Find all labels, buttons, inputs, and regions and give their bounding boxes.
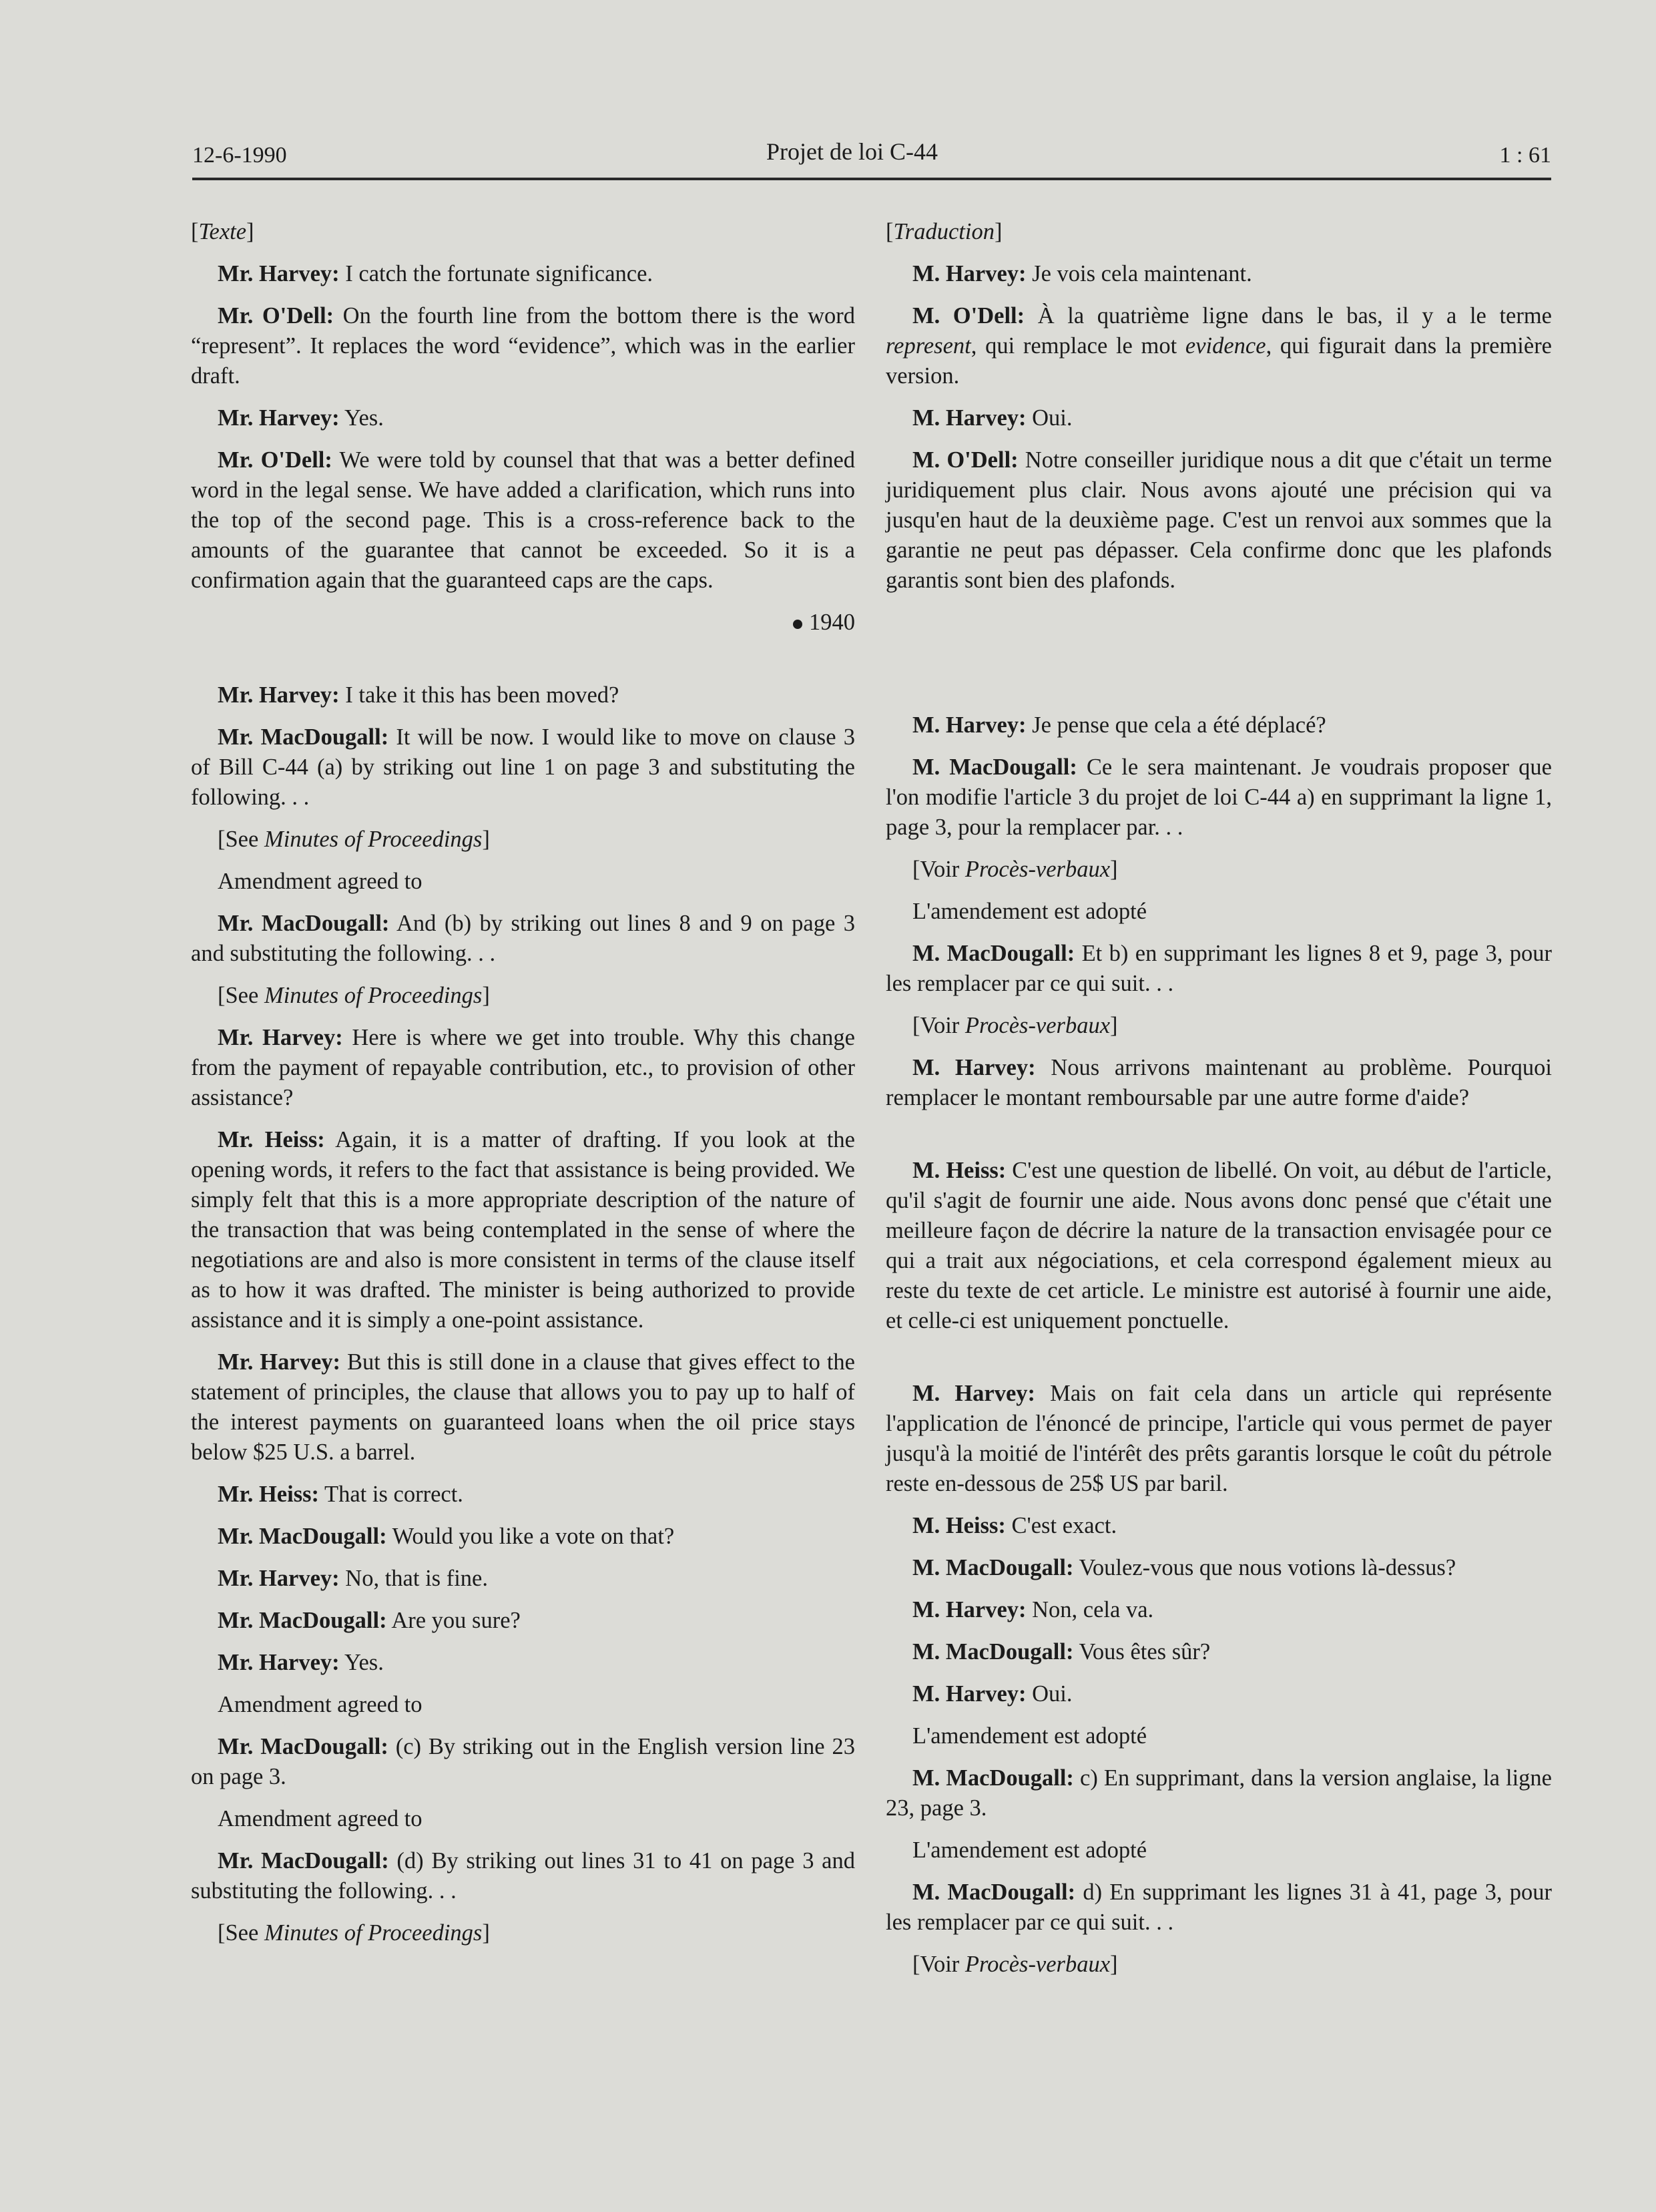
paragraph: M. Harvey: Oui.: [912, 405, 1073, 431]
paragraph: Mr. Harvey: Here is where we get into trouble. Why this change from the payment of repayable contribution, etc., to provision of other assistance?: [191, 1025, 855, 1110]
paragraph: M. Harvey: Nous arrivons maintenant au problème. Pourquoi remplacer le montant remboursable par une autre forme d'aide?: [886, 1055, 1553, 1110]
speaker: M. MacDougall:: [912, 1639, 1074, 1665]
speaker: M. Harvey:: [912, 1597, 1027, 1622]
amendment-status: L'amendement est adopté: [912, 1837, 1147, 1863]
section-label: [Traduction]: [886, 219, 1003, 244]
paragraph: M. O'Dell: À la quatrième ligne dans le bas, il y a le terme represent, qui remplace le mot evidence, qui figurait dans la première version.: [886, 303, 1552, 389]
speaker: Mr. Harvey:: [218, 1349, 341, 1375]
amendment-status: Amendment agreed to: [218, 1692, 423, 1717]
paragraph: Mr. MacDougall: Are you sure?: [218, 1608, 521, 1633]
paragraph: Mr. Harvey: Yes.: [218, 1650, 384, 1675]
paragraph: Mr. MacDougall: Would you like a vote on that?: [218, 1524, 675, 1549]
minutes-reference: [See Minutes of Proceedings]: [218, 827, 490, 852]
header-date: 12-6-1990: [192, 143, 287, 168]
paragraph: M. Harvey: Je vois cela maintenant.: [912, 261, 1252, 286]
speaker: Mr. MacDougall:: [218, 1734, 388, 1759]
speaker: M. Harvey:: [912, 712, 1027, 738]
paragraph: M. Harvey: Non, cela va.: [912, 1597, 1154, 1622]
paragraph: M. Heiss: C'est une question de libellé. On voit, au début de l'article, qu'il s'agit de fournir une aide. Nous avons donc pensé que c'était une meilleure façon de décrire la nature de la transaction envisagée pour ce qui a trait aux négociations, et cela correspond également mieux au reste du texte de cet article. Le ministre est autorisé à fournir une aide, et celle-ci est uniquement ponctuelle.: [886, 1158, 1552, 1333]
speaker: M. Harvey:: [912, 261, 1027, 286]
minutes-reference: [Voir Procès-verbaux]: [912, 1013, 1118, 1038]
speaker: Mr. Harvey:: [218, 682, 340, 708]
french-column: [886, 217, 1552, 1980]
speaker: Mr. MacDougall:: [218, 911, 390, 936]
section-label: [Texte]: [191, 219, 254, 244]
running-header: [192, 138, 1551, 180]
paragraph: Mr. Heiss: Again, it is a matter of drafting. If you look at the opening words, it refers to the fact that assistance is being provided. We simply felt that this is a more appropriate description of the nature of the transaction that was being contemplated in the sense of where the negotiations are and also is more consistent in terms of the clause itself as to how it was drafted. The minister is being authorized to provide assistance and it is simply a one-point assistance.: [191, 1127, 855, 1333]
paragraph: Mr. Harvey: No, that is fine.: [218, 1566, 488, 1591]
paragraph: Mr. Harvey: I catch the fortunate significance.: [218, 261, 653, 286]
paragraph: M. MacDougall: Voulez-vous que nous votions là-dessus?: [912, 1555, 1456, 1580]
paragraph: M. MacDougall: c) En supprimant, dans la version anglaise, la ligne 23, page 3.: [886, 1765, 1552, 1821]
speaker: Mr. MacDougall:: [218, 724, 389, 750]
english-column: [191, 217, 855, 1948]
speaker: M. Heiss:: [912, 1158, 1007, 1183]
minutes-reference: [See Minutes of Proceedings]: [218, 1920, 490, 1946]
paragraph: Mr. Harvey: Yes.: [218, 405, 384, 431]
paragraph: Mr. O'Dell: On the fourth line from the bottom there is the word “represent”. It replaces the word “evidence”, which was in the earlier draft.: [191, 303, 856, 389]
speaker: M. Harvey:: [912, 1055, 1036, 1080]
speaker: Mr. O'Dell:: [218, 303, 334, 328]
paragraph: M. O'Dell: Notre conseiller juridique nous a dit que c'était un terme juridiquement plus clair. Nous avons ajouté une précision qui va jusqu'en haut de la deuxième page. C'est un renvoi aux sommes que la garantie ne peut pas dépasser. Cela confirme donc que les plafonds garantis sont bien des plafonds.: [886, 447, 1553, 593]
paragraph: Mr. MacDougall: (d) By striking out lines 31 to 41 on page 3 and substituting the following. . .: [191, 1848, 855, 1904]
speaker: Mr. MacDougall:: [218, 1608, 387, 1633]
speaker: Mr. MacDougall:: [218, 1524, 387, 1549]
minutes-reference: [Voir Procès-verbaux]: [912, 1952, 1118, 1977]
amendment-status: Amendment agreed to: [218, 1806, 423, 1831]
amendment-status: Amendment agreed to: [218, 869, 423, 894]
paragraph: M. Harvey: Oui.: [912, 1681, 1073, 1707]
speaker: Mr. O'Dell:: [218, 447, 332, 473]
minutes-reference: [See Minutes of Proceedings]: [218, 983, 490, 1008]
speaker: M. MacDougall:: [912, 941, 1075, 966]
header-page-number: 1 : 61: [1499, 143, 1551, 168]
amendment-status: L'amendement est adopté: [912, 1723, 1147, 1749]
speaker: Mr. Heiss:: [218, 1482, 320, 1507]
speaker: Mr. Harvey:: [218, 405, 340, 431]
speaker: M. Harvey:: [912, 405, 1027, 431]
paragraph: Mr. MacDougall: It will be now. I would like to move on clause 3 of Bill C-44 (a) by striking out line 1 on page 3 and substituting the following. . .: [191, 724, 855, 810]
header-title: Projet de loi C-44: [766, 138, 938, 165]
speaker: Mr. Harvey:: [218, 1025, 343, 1050]
speaker: M. MacDougall:: [912, 1879, 1076, 1905]
speaker: Mr. Heiss:: [218, 1127, 325, 1152]
paragraph: M. Harvey: Mais on fait cela dans un article qui représente l'application de l'énoncé de principe, l'article qui vous permet de payer jusqu'à la moitié de l'intérêt des prêts garantis lorsque le coût du pétrole reste en-dessous de 25$ US par baril.: [886, 1381, 1552, 1496]
speaker: M. O'Dell:: [912, 447, 1019, 473]
paragraph: Mr. MacDougall: And (b) by striking out lines 8 and 9 on page 3 and substituting the following. . .: [191, 911, 855, 966]
speaker: Mr. MacDougall:: [218, 1848, 389, 1873]
minutes-reference: [Voir Procès-verbaux]: [912, 857, 1118, 882]
paragraph: M. MacDougall: Vous êtes sûr?: [912, 1639, 1211, 1665]
paragraph: Mr. Harvey: But this is still done in a clause that gives effect to the statement of principles, the clause that allows you to pay up to half of the interest payments on guaranteed loans when the oil price stays below $25 U.S. a barrel.: [191, 1349, 855, 1465]
paragraph: M. Heiss: C'est exact.: [912, 1513, 1117, 1538]
speaker: M. Harvey:: [912, 1681, 1027, 1707]
speaker: M. MacDougall:: [912, 1765, 1074, 1791]
speaker: M. Heiss:: [912, 1513, 1006, 1538]
paragraph: Mr. Harvey: I take it this has been moved?: [218, 682, 619, 708]
speaker: M. Harvey:: [912, 1381, 1036, 1406]
time-marker: 1940: [191, 608, 855, 638]
paragraph: M. MacDougall: Ce le sera maintenant. Je voudrais proposer que l'on modifie l'article 3 du projet de loi C-44 a) en supprimant la ligne 1, page 3, pour la remplacer par. . .: [886, 754, 1552, 840]
paragraph: Mr. Heiss: That is correct.: [218, 1482, 463, 1507]
speaker: Mr. Harvey:: [218, 261, 340, 286]
amendment-status: L'amendement est adopté: [912, 899, 1147, 924]
bullet-icon: [793, 620, 802, 629]
speaker: M. MacDougall:: [912, 754, 1077, 780]
speaker: Mr. Harvey:: [218, 1650, 340, 1675]
paragraph: Mr. O'Dell: We were told by counsel that that was a better defined word in the legal sense. We have added a clarification, which runs into the top of the second page. This is a cross-reference back to the amounts of the guarantee that cannot be exceeded. So it is a confirmation again that the guaranteed caps are the caps.: [191, 447, 856, 593]
paragraph: M. MacDougall: d) En supprimant les lignes 31 à 41, page 3, pour les remplacer par ce qui suit. . .: [886, 1879, 1552, 1935]
speaker: Mr. Harvey:: [218, 1566, 340, 1591]
paragraph: M. MacDougall: Et b) en supprimant les lignes 8 et 9, page 3, pour les remplacer par ce qui suit. . .: [886, 941, 1552, 996]
paragraph: Mr. MacDougall: (c) By striking out in the English version line 23 on page 3.: [191, 1734, 855, 1789]
speaker: M. O'Dell:: [912, 303, 1025, 328]
speaker: M. MacDougall:: [912, 1555, 1074, 1580]
paragraph: M. Harvey: Je pense que cela a été déplacé?: [912, 712, 1326, 738]
